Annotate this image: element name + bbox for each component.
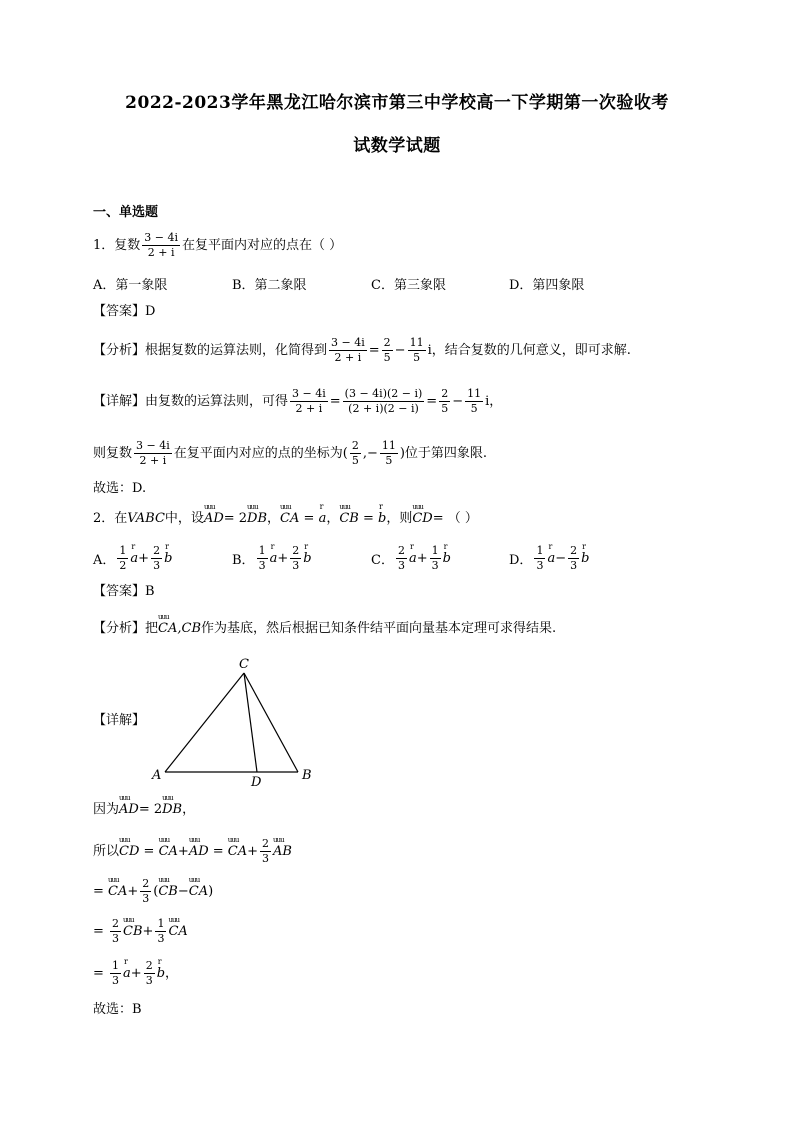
equals-sign: =	[358, 511, 379, 526]
vector-b: r b	[443, 551, 451, 566]
frac-num: 3 − 4i	[329, 337, 367, 351]
frac-num: 1	[257, 545, 268, 559]
equals-two: = 2	[138, 802, 163, 817]
frac-den: 3	[258, 559, 266, 573]
q2-tail: = （ ）	[432, 511, 478, 526]
frac	[151, 545, 162, 572]
vector-a: r a	[130, 551, 138, 566]
q1-suffix: 在复平面内对应的点在（ ）	[182, 238, 343, 254]
frac-num: 2	[350, 440, 361, 454]
vector-a: r a	[409, 551, 417, 566]
q1-line2-text-b: 在复平面内对应的点的坐标为(	[173, 446, 348, 462]
frac-num: 1	[430, 545, 441, 559]
vector-ca-cb: uuu CA,CB	[158, 622, 201, 635]
option-label: C．	[371, 553, 394, 569]
plus-sign: +	[127, 884, 139, 900]
equals-sign: =	[426, 394, 438, 410]
plus-sign: +	[138, 551, 150, 567]
comma-minus: ,−	[362, 446, 378, 462]
frac-num: 2	[290, 545, 301, 559]
frac-num: 2	[260, 838, 271, 852]
frac-num: 3 − 4i	[290, 388, 328, 402]
frac	[568, 545, 579, 572]
vector-db: uuu DB	[162, 803, 182, 816]
section-heading: 一、单选题	[93, 205, 159, 220]
q2-analysis	[93, 622, 556, 635]
frac-den: 3	[145, 974, 153, 988]
q2-triangle: VABC	[127, 511, 165, 526]
plus-sign: +	[416, 551, 428, 567]
frac-num: 11	[408, 337, 426, 351]
frac-num: 2	[110, 918, 121, 932]
frac-den: (2 + i)(2 − i)	[348, 402, 419, 416]
q2-answer	[93, 585, 155, 598]
frac-den: 3	[112, 974, 120, 988]
paren-open: (	[153, 884, 159, 900]
frac	[117, 545, 128, 572]
q2-option-b	[232, 545, 312, 572]
q1-frac-den: 2 + i	[147, 246, 175, 260]
vector-ca: uuu CA	[159, 845, 178, 858]
frac	[140, 878, 151, 905]
frac-den: 3	[292, 559, 300, 573]
q2-step-4	[93, 960, 178, 987]
q2-step-2	[93, 878, 213, 905]
frac-two-fifths	[350, 440, 361, 467]
equals-sign: =	[208, 844, 228, 860]
q2-because	[93, 803, 195, 816]
frac-den: 5	[470, 402, 478, 416]
vector-ad: uuu AD	[204, 512, 224, 525]
vector-cb: uuu CB	[339, 512, 359, 525]
frac-num: 2	[144, 960, 155, 974]
so-text: 所以	[93, 844, 120, 860]
option-label: B．	[232, 553, 255, 569]
q2-prefix: 2．在	[93, 511, 128, 526]
plus-sign: +	[277, 551, 289, 567]
frac	[430, 545, 441, 572]
vector-db: uuu DB	[247, 512, 267, 525]
label-d: D	[251, 775, 262, 790]
comma: ，	[326, 511, 340, 526]
frac-num: 1	[155, 918, 166, 932]
q2-option-d	[509, 545, 589, 572]
equals-sign: =	[139, 844, 159, 860]
option-label: A．	[93, 553, 116, 569]
frac-den: 5	[385, 454, 393, 468]
frac	[110, 918, 121, 945]
frac-den: 3	[112, 932, 120, 946]
comma: ，	[165, 966, 179, 982]
frac-eleven-fifths	[408, 337, 426, 364]
plus-sign: +	[247, 844, 259, 860]
detail-tag: 【详解】	[93, 394, 146, 410]
frac-den: 3	[570, 559, 578, 573]
label-a: A	[152, 768, 162, 783]
frac-den: 5	[351, 454, 359, 468]
vector-cd: uuu CD	[119, 845, 139, 858]
comma: ，	[489, 394, 503, 410]
q2-analysis-a: 把	[145, 621, 159, 636]
q1-option-d: D．第四象限	[509, 278, 585, 293]
vector-a: r a	[123, 967, 131, 980]
q1-frac-num: 3 − 4i	[142, 232, 180, 246]
q1-analysis	[93, 337, 631, 364]
vector-cb: uuu CB	[158, 885, 178, 898]
frac	[110, 960, 121, 987]
vector-a: r a	[319, 512, 327, 525]
q2-choose: 故选：B	[93, 1002, 142, 1017]
label-b: B	[302, 768, 312, 783]
minus-sign: −	[452, 394, 464, 410]
equals-sign: =	[93, 966, 109, 982]
equals-sign: =	[329, 394, 341, 410]
vector-cd: uuu CD	[412, 512, 432, 525]
q2-option-c	[371, 545, 451, 572]
side-ac	[165, 673, 244, 772]
plus-sign: +	[130, 966, 142, 982]
frac-den: 5	[383, 351, 391, 365]
frac-den: 3	[431, 559, 439, 573]
frac-den: 5	[413, 351, 421, 365]
vector-b: r b	[157, 967, 165, 980]
segment-cd	[244, 673, 257, 772]
q1-fraction	[142, 232, 180, 259]
option-label: D．	[509, 553, 533, 569]
frac-den: 3	[536, 559, 544, 573]
frac-den: 2 + i	[139, 454, 167, 468]
q1-prefix: 1．复数	[93, 238, 141, 254]
frac-num: (3 − 4i)(2 − i)	[343, 388, 425, 402]
frac-den: 5	[441, 402, 449, 416]
q1-analysis-text-a: 根据复数的运算法则，化简得到	[145, 343, 328, 359]
q2-option-a	[93, 545, 172, 572]
vector-b: r b	[581, 551, 589, 566]
q2-step-3	[93, 918, 188, 945]
q1-line2-text-a: 则复数	[93, 446, 133, 462]
frac-den: 3	[262, 852, 270, 866]
question-1	[93, 232, 342, 259]
comma: ，	[267, 511, 281, 526]
vector-b: r b	[303, 551, 311, 566]
frac-den: 3	[142, 892, 150, 906]
vector-b: r b	[164, 551, 172, 566]
vector-ca: uuu CA	[108, 885, 127, 898]
q1-answer	[93, 305, 155, 318]
paren-close: )	[208, 884, 214, 900]
q1-detail-line-2	[93, 440, 487, 467]
equals-two: = 2	[223, 511, 248, 526]
q1-detail-text-a: 由复数的运算法则，可得	[145, 394, 289, 410]
frac-num: 11	[465, 388, 483, 402]
vector-b: r b	[378, 512, 386, 525]
frac-num: 2	[151, 545, 162, 559]
vector-ad: uuu AD	[189, 845, 209, 858]
vector-cb: uuu CB	[123, 925, 143, 938]
frac-num: 2	[439, 388, 450, 402]
answer-tag: 【答案】	[93, 584, 146, 599]
side-cb	[244, 673, 298, 772]
frac-den: 3	[157, 932, 165, 946]
answer-tag: 【答案】	[93, 304, 146, 319]
q2-analysis-b: 作为基底，然后根据已知条件结平面向量基本定理可求得结果.	[201, 621, 557, 636]
frac	[144, 960, 155, 987]
q1-answer-value: D	[145, 304, 156, 319]
equals-sign: =	[93, 924, 109, 940]
equals-sign: =	[93, 884, 109, 900]
frac-num: 1	[117, 545, 128, 559]
frac	[290, 545, 301, 572]
frac	[396, 545, 407, 572]
vector-ca: uuu CA	[280, 512, 299, 525]
plus-sign: +	[177, 844, 189, 860]
imag-unit: i	[427, 343, 432, 359]
vector-ad: uuu AD	[119, 803, 139, 816]
frac	[134, 440, 172, 467]
q1-option-c: C．第三象限	[371, 278, 446, 293]
analysis-tag: 【分析】	[93, 621, 146, 636]
frac-num: 2	[568, 545, 579, 559]
q1-analysis-frac	[329, 337, 367, 364]
because-text: 因为	[93, 802, 120, 817]
q1-choose: 故选：D.	[93, 481, 147, 496]
frac-num: 11	[380, 440, 398, 454]
frac-eleven-fifths	[465, 388, 483, 415]
frac-num: 1	[534, 545, 545, 559]
analysis-tag: 【分析】	[93, 343, 146, 359]
frac-den: 3	[397, 559, 405, 573]
frac	[257, 545, 268, 572]
plus-sign: +	[142, 924, 154, 940]
vector-ca: uuu CA	[228, 845, 247, 858]
vector-a: r a	[547, 551, 555, 566]
vector-ca: uuu CA	[168, 925, 187, 938]
title-line-2: 试数学试题	[353, 136, 441, 156]
equals-sign: =	[368, 343, 380, 359]
minus-sign: −	[394, 343, 406, 359]
vector-a: r a	[270, 551, 278, 566]
imag-unit: i	[485, 394, 490, 410]
q1-detail	[93, 388, 502, 415]
frac	[290, 388, 328, 415]
q1-analysis-text-b: ，结合复数的几何意义，即可求解.	[431, 343, 631, 359]
q2-step-1	[93, 838, 292, 865]
triangle-figure	[150, 655, 320, 790]
vector-ab: uuu AB	[273, 845, 292, 858]
q1-line2-text-c: )位于第四象限.	[399, 446, 488, 462]
frac-den: 2	[119, 559, 127, 573]
q2-answer-value: B	[145, 584, 155, 599]
frac-two-fifths	[382, 337, 393, 364]
q2-mid: 中，设	[164, 511, 204, 526]
minus-sign: −	[555, 551, 567, 567]
vector-ca: uuu CA	[189, 885, 208, 898]
frac-num: 2	[382, 337, 393, 351]
frac	[260, 838, 271, 865]
q1-option-a: A．第一象限	[93, 278, 168, 293]
label-c: C	[239, 657, 249, 672]
frac-num: 2	[140, 878, 151, 892]
frac-num: 3 − 4i	[134, 440, 172, 454]
frac-den: 3	[153, 559, 161, 573]
q1-option-b: B．第二象限	[232, 278, 307, 293]
frac-den: 2 + i	[295, 402, 323, 416]
frac-den: 2 + i	[334, 351, 362, 365]
title-line-1: 2022-2023学年黑龙江哈尔滨市第三中学校高一下学期第一次验收考	[125, 93, 669, 113]
equals-sign: =	[299, 511, 319, 526]
comma: ，	[182, 802, 196, 817]
frac-two-fifths	[439, 388, 450, 415]
question-2	[93, 512, 478, 525]
frac-eleven-fifths	[380, 440, 398, 467]
frac	[534, 545, 545, 572]
q2-detail-tag: 【详解】	[93, 713, 146, 728]
frac-num: 1	[110, 960, 121, 974]
frac-num: 2	[396, 545, 407, 559]
q2-then: ，则	[386, 511, 413, 526]
frac	[155, 918, 166, 945]
frac-expanded	[343, 388, 425, 415]
minus-sign: −	[177, 884, 189, 900]
